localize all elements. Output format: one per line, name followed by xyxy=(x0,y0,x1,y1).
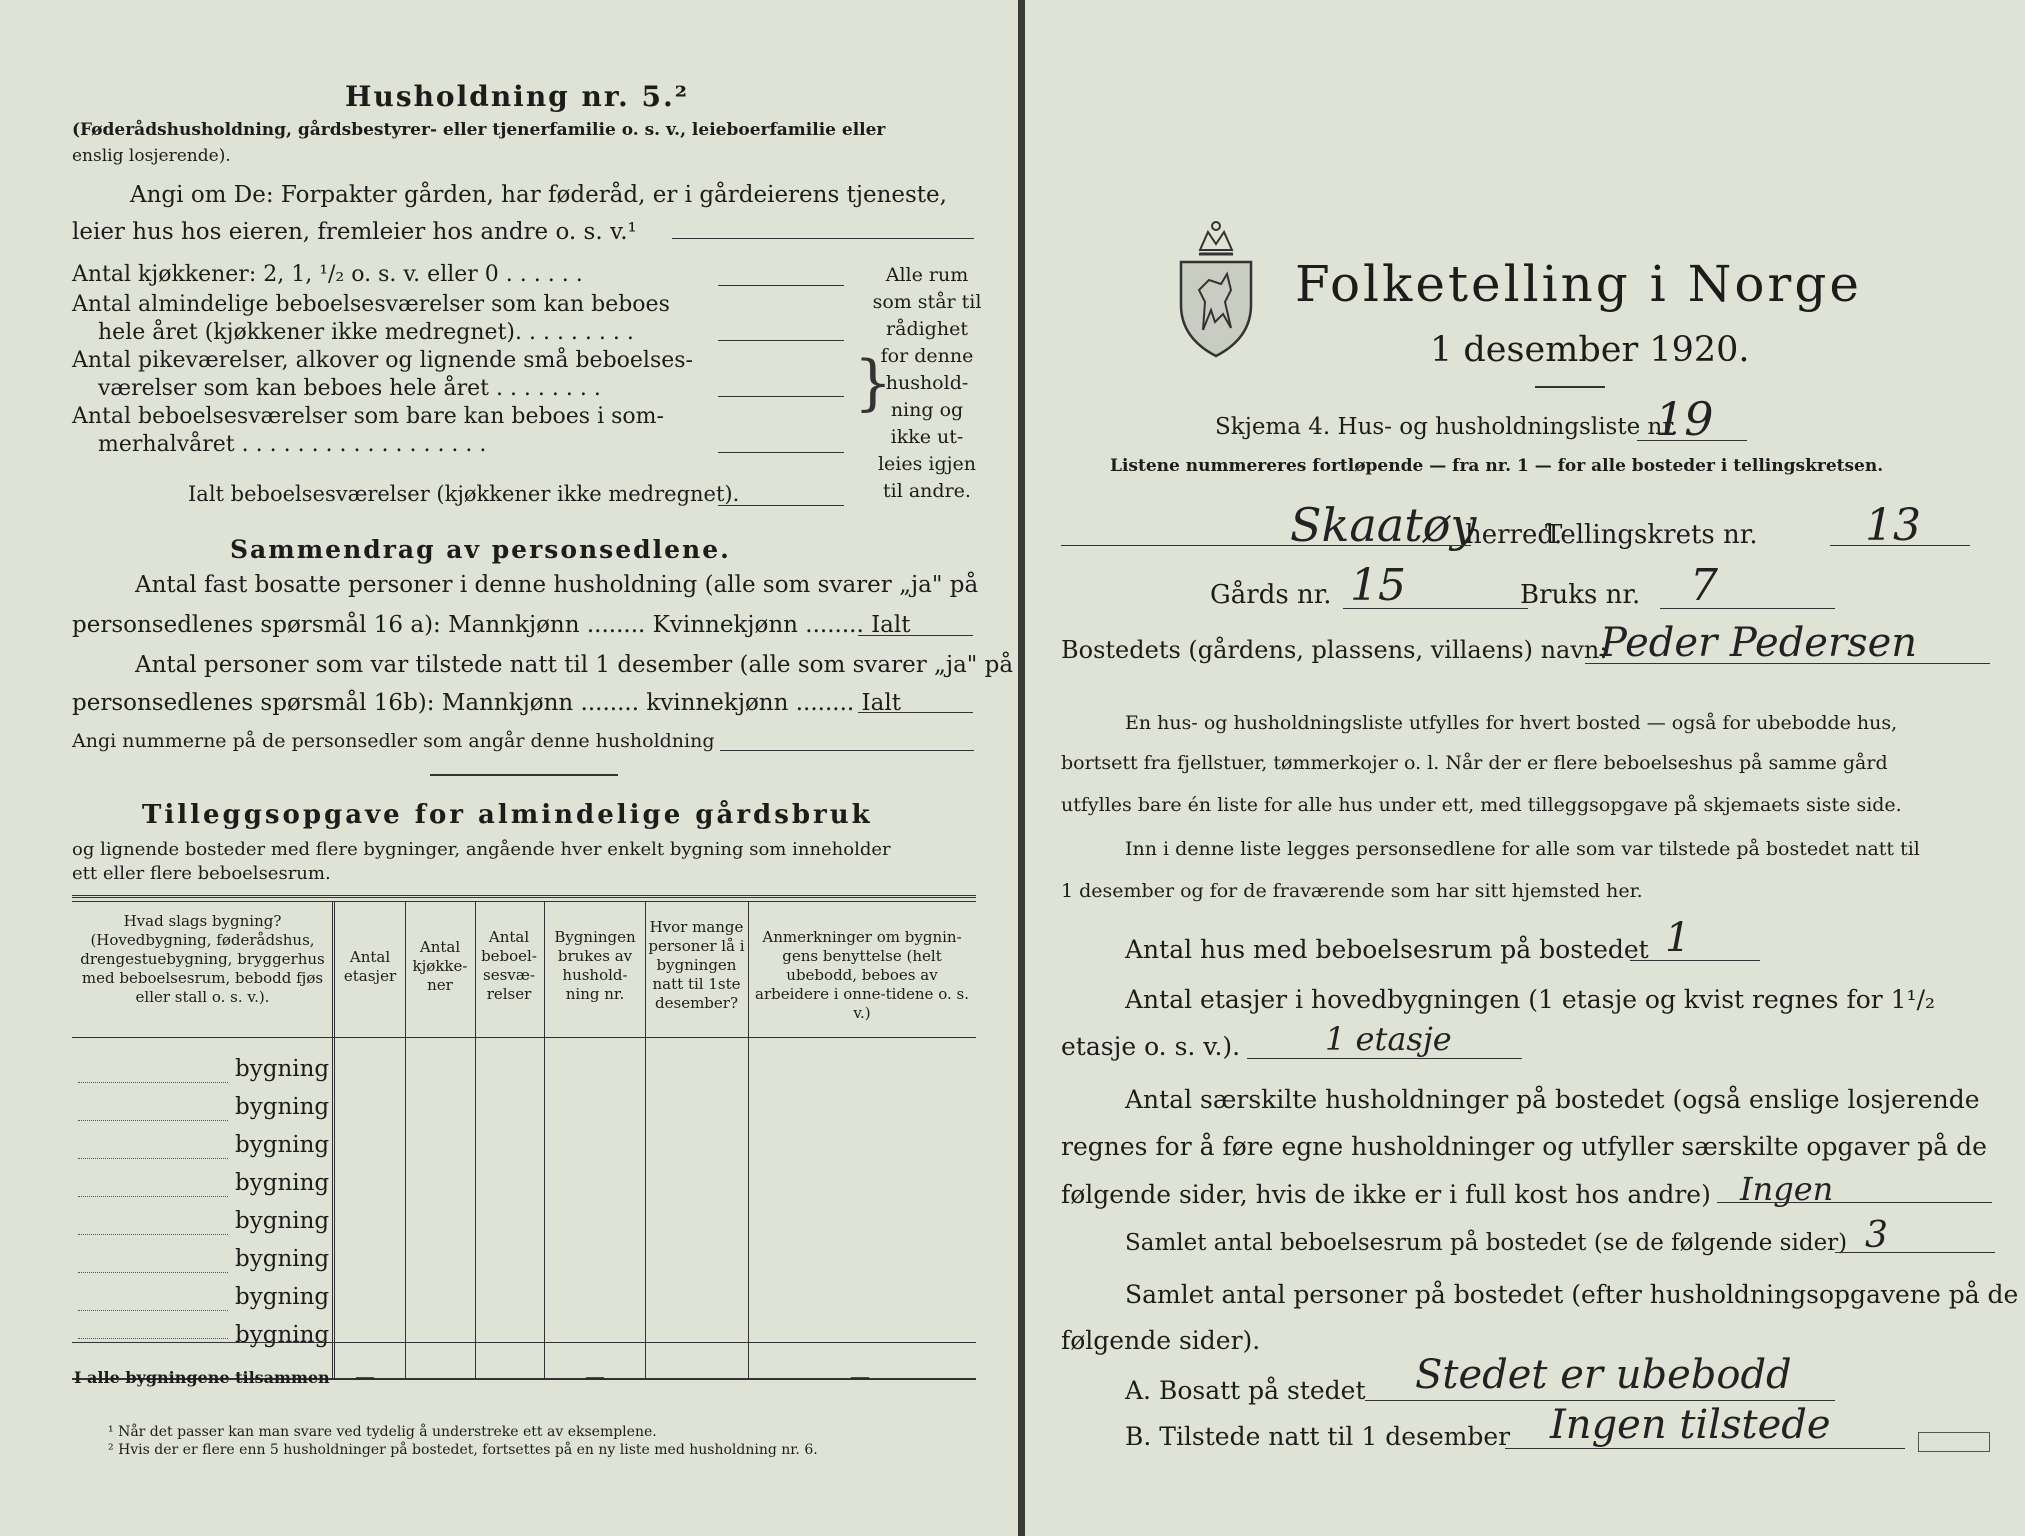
krets-label: Tellingskrets nr. xyxy=(1545,520,1758,550)
rooms-line-3: hele året (kjøkkener ikke medregnet). . . . . . . . . xyxy=(98,320,634,345)
a-hus: 1 xyxy=(1665,915,1691,961)
col-header-anmerkninger: Anmerkninger om bygnin-gens benyttelse (helt ubebodd, beboes av arbeidere i onne-tidene o. s. v.) xyxy=(755,928,969,1022)
brace: } xyxy=(854,348,893,418)
skjema-nr: 19 xyxy=(1655,392,1714,446)
sammendrag-line-5: Angi nummerne på de personsedler som angår denne husholdning xyxy=(72,730,715,752)
coat-of-arms-icon xyxy=(1175,210,1257,360)
instruction-4: Inn i denne liste legges personsedlene for alle som var tilstede på bostedet natt til xyxy=(1125,838,1920,860)
q-hus: Antal hus med beboelsesrum på bostedet xyxy=(1125,935,1649,964)
krets-nr: 13 xyxy=(1865,500,1921,551)
tillegg-line-2: ett eller flere beboelsesrum. xyxy=(72,863,331,884)
bruks-label: Bruks nr. xyxy=(1520,580,1641,610)
q-rum: Samlet antal beboelsesrum på bostedet (se de følgende sider) xyxy=(1125,1230,1848,1256)
footnote-2: ² Hvis der er flere enn 5 husholdninger på bostedet, fortsettes på en ny liste med husholdning nr. 6. xyxy=(108,1442,818,1458)
table-row: bygning xyxy=(235,1246,330,1272)
rooms-line-5: værelser som kan beboes hele året . . . . . . . . xyxy=(98,376,601,401)
gards-label: Gårds nr. xyxy=(1210,580,1332,610)
tillegg-title: Tilleggsopgave for almindelige gårdsbruk xyxy=(142,800,873,830)
printer-stamp xyxy=(1918,1432,1990,1452)
angi-line-2: leier hus hos eieren, fremleier hos andre o. s. v.¹ xyxy=(72,219,637,245)
bruks-nr: 7 xyxy=(1690,560,1718,611)
table-row: bygning xyxy=(235,1284,330,1310)
tillegg-line-1: og lignende bosteder med flere bygninger, angående hver enkelt bygning som inneholder xyxy=(72,839,891,860)
intro-line-1: (Føderådshusholdning, gårdsbestyrer- eller tjenerfamilie o. s. v., leieboerfamilie eller xyxy=(72,120,886,140)
q-hush-3: følgende sider, hvis de ikke er i full kost hos andre) xyxy=(1061,1180,1711,1209)
census-title: Folketelling i Norge xyxy=(1295,255,1862,313)
listene-note: Listene nummereres fortløpende — fra nr. 1 — for alle bosteder i tellingskretsen. xyxy=(1110,456,1884,476)
total-dash-3: — xyxy=(850,1364,870,1388)
instruction-1: En hus- og husholdningsliste utfylles for hvert bosted — også for ubebodde hus, xyxy=(1125,712,1898,734)
gards-nr: 15 xyxy=(1350,560,1406,611)
census-date: 1 desember 1920. xyxy=(1430,330,1750,370)
q-pers-1: Samlet antal personer på bostedet (efter husholdningsopgavene på de xyxy=(1125,1280,2019,1309)
rooms-line-6: Antal beboelsesværelser som bare kan beboes i som- xyxy=(72,404,664,429)
sammendrag-line-1: Antal fast bosatte personer i denne husholdning (alle som svarer „ja" på xyxy=(135,572,979,598)
bosted-label: Bostedets (gårdens, plassens, villaens) navn: xyxy=(1061,636,1608,664)
total-dash-1: — xyxy=(355,1364,375,1388)
col-header-kjokkener: Antal kjøkke-ner xyxy=(412,938,468,994)
table-row: bygning xyxy=(235,1056,330,1082)
q-hush-1: Antal særskilte husholdninger på bostedet (også enslige losjerende xyxy=(1125,1085,1980,1114)
instruction-2: bortsett fra fjellstuer, tømmerkojer o. l. Når der er flere beboelseshus på samme gård xyxy=(1061,752,1888,774)
footnote-1: ¹ Når det passer kan man svare ved tydelig å understreke ett av eksemplene. xyxy=(108,1424,657,1440)
b-label: B. Tilstede natt til 1 desember xyxy=(1125,1422,1511,1451)
instruction-5: 1 desember og for de fraværende som har sitt hjemsted her. xyxy=(1061,880,1643,902)
b-val: Ingen tilstede xyxy=(1550,1402,1831,1448)
skjema-label: Skjema 4. Hus- og husholdningsliste nr. xyxy=(1215,414,1679,440)
rooms-line-7: merhalvåret . . . . . . . . . . . . . . . . . . xyxy=(98,432,487,457)
col-header-beboelses: Antal beboel-sesvæ-relser xyxy=(481,928,537,1003)
gutter xyxy=(1018,0,1025,1536)
table-row: bygning xyxy=(235,1208,330,1234)
col-header-personer: Hvor mange personer lå i bygningen natt til 1ste desember? xyxy=(648,918,745,1012)
angi-line-1: Angi om De: Forpakter gården, har føderåd, er i gårdeierens tjeneste, xyxy=(130,182,947,208)
table-row: bygning xyxy=(235,1322,330,1348)
col-header-husholdning: Bygningen brukes av hushold-ning nr. xyxy=(554,928,636,1003)
q-hush-2: regnes for å føre egne husholdninger og utfyller særskilte opgaver på de xyxy=(1061,1132,1987,1161)
total-dash-2: — xyxy=(585,1364,605,1388)
right-page xyxy=(1025,0,2025,1536)
table-row: bygning xyxy=(235,1094,330,1120)
bosted-hand: Peder Pedersen xyxy=(1600,620,1918,666)
a-etasjer: 1 etasje xyxy=(1325,1020,1452,1058)
sammendrag-line-2: personsedlenes spørsmål 16 a): Mannkjønn ........ Kvinnekjønn ........ Ialt xyxy=(72,612,911,638)
rooms-line-4: Antal pikeværelser, alkover og lignende små beboelses- xyxy=(72,348,693,373)
herred-label: herred. xyxy=(1465,520,1563,550)
a-label: A. Bosatt på stedet xyxy=(1125,1376,1366,1405)
a-hush: Ingen xyxy=(1740,1170,1834,1208)
q-pers-2: følgende sider). xyxy=(1061,1326,1261,1355)
total-row: I alle bygningene tilsammen xyxy=(74,1368,330,1387)
table-row: bygning xyxy=(235,1132,330,1158)
a-val: Stedet er ubebodd xyxy=(1415,1352,1792,1398)
instruction-3: utfylles bare én liste for alle hus under ett, med tilleggsopgave på skjemaets siste side. xyxy=(1061,794,1902,816)
col-header-etasjer: Antal etasjer xyxy=(343,948,397,985)
household-title: Husholdning nr. 5.² xyxy=(345,80,690,113)
q-etasjer-2: etasje o. s. v.). xyxy=(1061,1032,1241,1061)
herred-hand: Skaatøy xyxy=(1290,498,1477,552)
side-note: Alle rum som står til rådighet for denne hushold- ning og ikke ut- leies igjen til andre. xyxy=(872,264,982,502)
table-row: bygning xyxy=(235,1170,330,1196)
rooms-line-2: Antal almindelige beboelsesværelser som kan beboes xyxy=(72,292,670,317)
sammendrag-title: Sammendrag av personsedlene. xyxy=(230,535,731,564)
rooms-total: Ialt beboelsesværelser (kjøkkener ikke medregnet). xyxy=(188,482,740,506)
col-header-type: Hvad slags bygning? (Hovedbygning, føderådshus, drengestuebygning, bryggerhus med beboelsesrum, bebodd fjøs eller stall o. s. v.). xyxy=(80,912,325,1006)
intro-line-2: enslig losjerende). xyxy=(72,146,231,166)
sammendrag-line-3: Antal personer som var tilstede natt til 1 desember (alle som svarer „ja" på xyxy=(135,652,1014,678)
a-rum: 3 xyxy=(1865,1215,1888,1256)
sammendrag-line-4: personsedlenes spørsmål 16b): Mannkjønn ........ kvinnekjønn ........ Ialt xyxy=(72,690,901,716)
rooms-line-1: Antal kjøkkener: 2, 1, ¹/₂ o. s. v. eller 0 . . . . . . xyxy=(72,262,583,287)
q-etasjer-1: Antal etasjer i hovedbygningen (1 etasje og kvist regnes for 1¹/₂ xyxy=(1125,985,1936,1014)
